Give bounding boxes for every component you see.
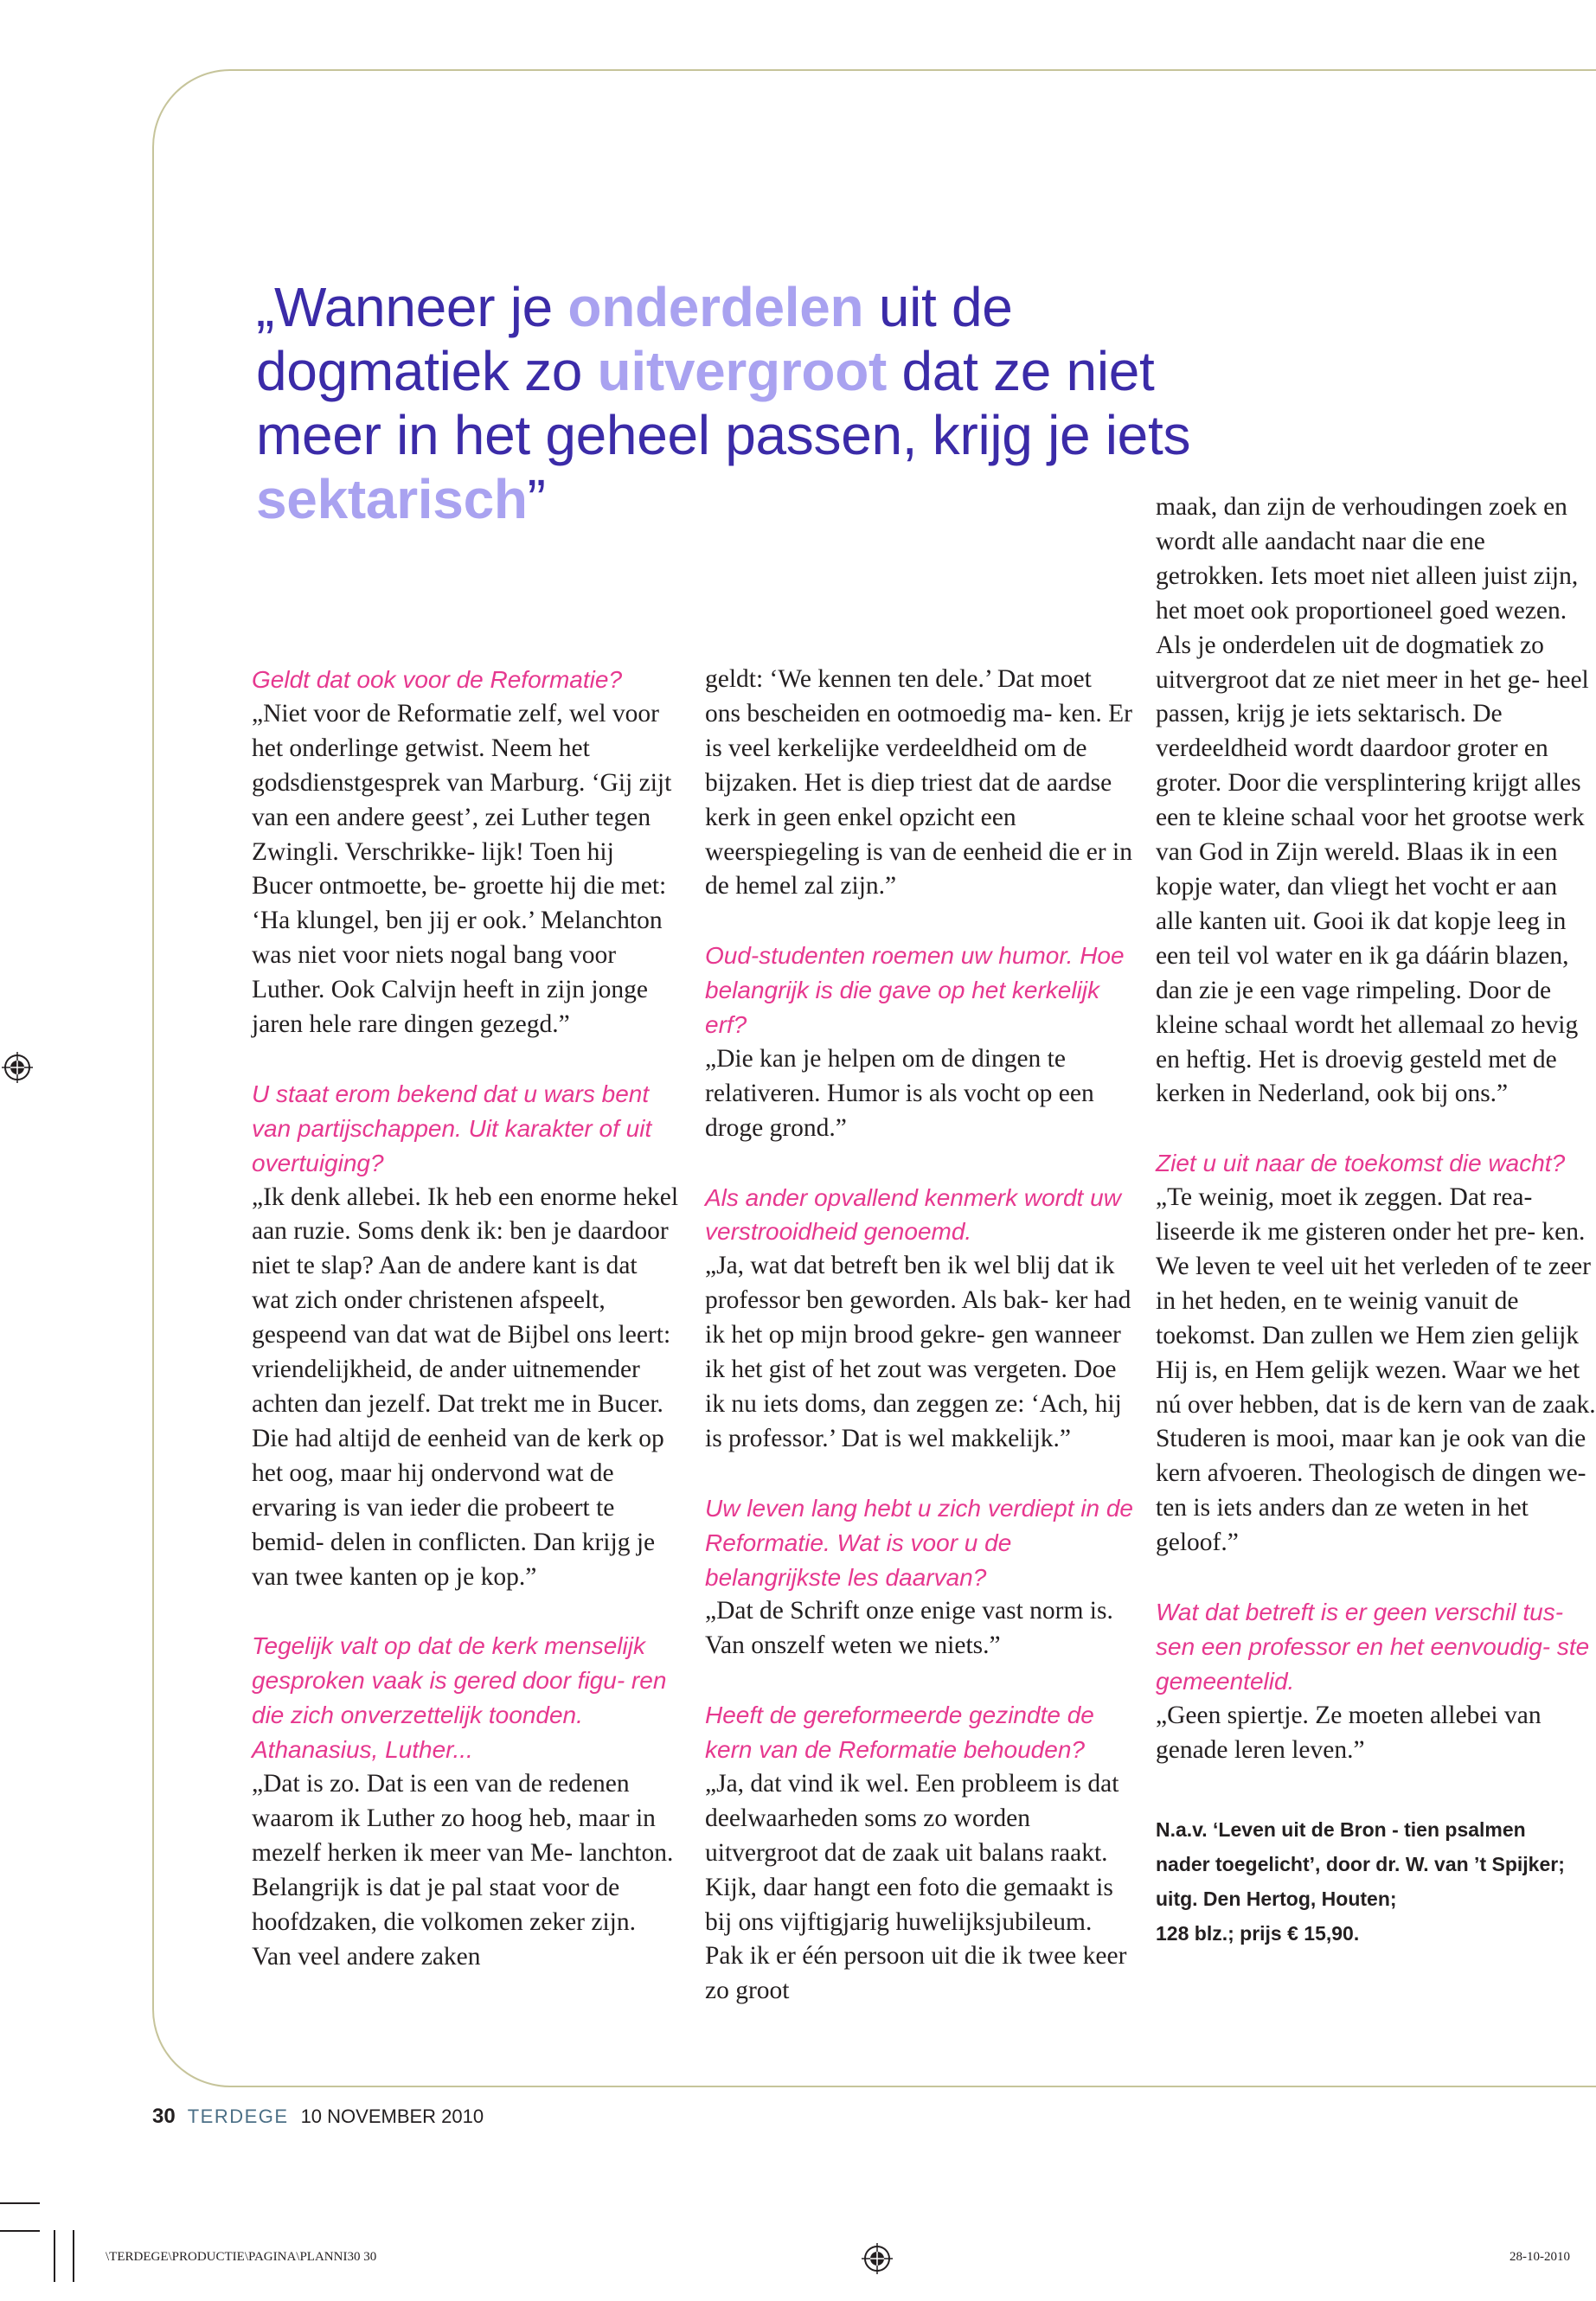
issue-date: 10 NOVEMBER 2010	[300, 2106, 484, 2127]
interview-question: Geldt dat ook voor de Reformatie?	[252, 666, 623, 693]
book-reference	[1156, 1812, 1596, 1951]
page-number: 30	[152, 2105, 176, 2128]
text-column-1	[252, 663, 680, 1974]
highlight-word: onderdelen	[567, 276, 864, 338]
interview-question: U staat erom bekend dat u wars bent van partijschappen. Uit karakter of uit overtuiging?	[252, 1080, 652, 1176]
crop-mark	[0, 2202, 40, 2204]
interview-question: Ziet u uit naar de toekomst die wacht?	[1156, 1150, 1566, 1177]
interview-answer: „Dat de Schrift onze enige vast norm is. Van onszelf weten we niets.”	[705, 1597, 1113, 1660]
book-reference-line: 128 blz.; prijs € 15,90.	[1156, 1922, 1360, 1945]
interview-answer: „Te weinig, moet ik zeggen. Dat rea- liseerde ik me gisteren onder het pre- ken. We leven te veel uit het verleden of te zeer in het heden, en te weinig vanuit de toekomst. Dan zullen we Hem zien gelijk Hij is, en Hem gelijk wezen. Waar we het nú over hebben, dat is de kern van de zaak. Studeren is mooi, maar kan je ook van die kern afvoeren. Theologisch de dingen we- ten is iets anders dan ze weten in het geloof.”	[1156, 1183, 1596, 1557]
interview-question: Uw leven lang hebt u zich verdiept in de Reformatie. Wat is voor u de belangrijkste les daarvan?	[705, 1494, 1133, 1591]
interview-answer: „Geen spiertje. Ze moeten allebei van genade leren leven.”	[1156, 1701, 1542, 1764]
interview-question: Wat dat betreft is er geen verschil tus- sen een professor en het eenvoudig- ste gemeentelid.	[1156, 1598, 1590, 1695]
interview-answer: „Dat is zo. Dat is een van de redenen waarom ik Luther zo hoog heb, maar in mezelf herken ik meer van Me- lanchton. Belangrijk is dat je pal staat voor de hoofdzaken, die volkomen zeker zijn. Van veel andere zaken	[252, 1769, 674, 1971]
magazine-name: TERDEGE	[187, 2106, 289, 2127]
text-column-2	[705, 663, 1133, 2009]
crop-mark	[73, 2230, 74, 2282]
interview-answer: geldt: ‘We kennen ten dele.’ Dat moet ons bescheiden en ootmoedig ma- ken. Er is veel kerkelijke verdeeldheid om de bijzaken. Het is diep triest dat de aardse kerk in geen enkel opzicht een weerspiegeling is van de eenheid die er in de hemel zal zijn.”	[705, 665, 1132, 901]
interview-answer: „Die kan je helpen om de dingen te relativeren. Humor is als vocht op een droge grond.”	[705, 1044, 1094, 1142]
registration-mark-icon	[862, 2243, 893, 2274]
interview-question: Als ander opvallend kenmerk wordt uw verstrooidheid genoemd.	[705, 1183, 1121, 1246]
interview-answer: „Ja, dat vind ik wel. Een probleem is dat deelwaarheden soms zo worden uitvergroot dat de zaak uit balans raakt. Kijk, daar hangt een foto die gemaakt is bij ons vijftigjarig huwelijksjubileum. Pak ik er één persoon uit die ik twee keer zo groot	[705, 1769, 1127, 2005]
book-reference-line: N.a.v. ‘Leven uit de Bron - tien psalmen	[1156, 1818, 1526, 1842]
print-slug-path: \TERDEGE\PRODUCTIE\PAGINA\PLANNI30 30	[106, 2250, 377, 2264]
interview-question: Oud-studenten roemen uw humor. Hoe belangrijk is die gave op het kerkelijk erf?	[705, 942, 1125, 1039]
highlight-word: uitvergroot	[597, 340, 888, 402]
interview-answer: „Niet voor de Reformatie zelf, wel voor het onderlinge getwist. Neem het godsdienstgesprek van Marburg. ‘Gij zijt van een andere geest’, zei Luther tegen Zwingli. Verschrikke- lijk! Toen hij Bucer ontmoette, be- groette hij die met: ‘Ha klungel, ben jij er ook.’ Melanchton was niet voor niets nogal bang voor Luther. Ook Calvijn heeft in zijn jonge jaren hele rare dingen gezegd.”	[252, 699, 672, 1039]
interview-question: Heeft de gereformeerde gezindte de kern van de Reformatie behouden?	[705, 1702, 1094, 1764]
registration-mark-icon	[2, 1052, 33, 1083]
interview-answer: maak, dan zijn de verhoudingen zoek en wordt alle aandacht naar die ene getrokken. Iets moet niet alleen juist zijn, het moet ook proportioneel goed wezen.	[1156, 493, 1579, 625]
page-footer	[152, 2105, 484, 2129]
text-column-3	[1156, 490, 1596, 1951]
book-reference-line: nader toegelicht’, door dr. W. van ’t Spijker;	[1156, 1853, 1565, 1876]
book-reference-line: uitg. Den Hertog, Houten;	[1156, 1888, 1397, 1911]
print-slug-date: 28-10-2010	[1509, 2250, 1570, 2264]
highlight-word: sektarisch	[256, 468, 528, 530]
interview-answer: „Ja, wat dat betreft ben ik wel blij dat ik professor ben geworden. Als bak- ker had ik het op mijn brood gekre- gen wanneer ik het gist of het zout was vergeten. Doe ik nu iets doms, dan zeggen ze: ‘Ach, hij is professor.’ Dat is wel makkelijk.”	[705, 1252, 1131, 1452]
crop-mark	[54, 2230, 55, 2282]
interview-question: Tegelijk valt op dat de kerk menselijk gesproken vaak is gered door figu- ren die zich onverzettelijk toonden. Athanasius, Luther...	[252, 1632, 667, 1764]
interview-answer: „Ik denk allebei. Ik heb een enorme hekel aan ruzie. Soms denk ik: ben je daardoor niet te slap? Aan de andere kant is dat wat zich onder christenen afspeelt, gespeend van dat wat de Bijbel ons leert: vriendelijkheid, de ander uitnemender achten dan jezelf. Dat trekt me in Bucer. Die had altijd de eenheid van de kerk op het oog, maar hij ondervond wat de ervaring is van ieder die probeert te bemid- delen in conflicten. Dan krijg je van twee kanten op je kop.”	[252, 1183, 679, 1591]
pull-quote: „Wanneer je onderdelen uit de dogmatiek zo uitvergroot dat ze niet meer in het geheel passen, krijg je iets sektarisch”	[256, 276, 1191, 530]
interview-answer: Als je onderdelen uit de dogmatiek zo uitvergroot dat ze niet meer in het ge- heel passen, krijg je iets sektarisch. De verdeeldheid wordt daardoor groter en groter. Door die versplintering krijgt alles een te kleine schaal voor het grootse werk van God in Zijn wereld. Blaas ik in een kopje water, dan vliegt het vocht er aan alle kanten uit. Gooi ik dat kopje leeg in een teil vol water en ik ga dáárin blazen, dan zie je een vage rimpeling. Door de kleine schaal wordt het allemaal zo hevig en heftig. Het is droevig gesteld met de kerken in Nederland, ook bij ons.”	[1156, 631, 1589, 1108]
crop-mark	[0, 2230, 40, 2232]
